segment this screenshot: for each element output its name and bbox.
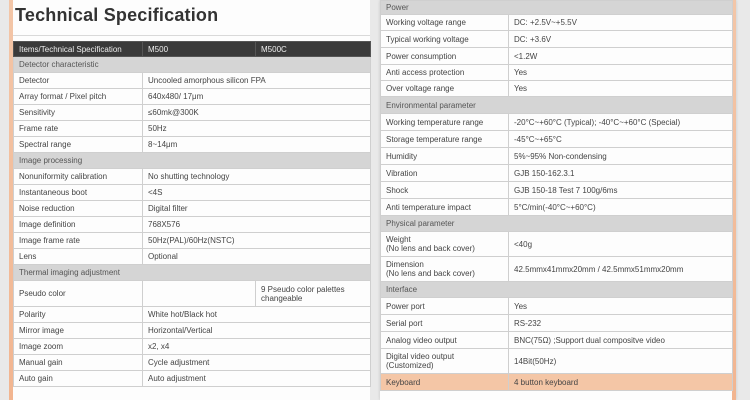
spec-value: BNC(75Ω) ;Support dual compositve video: [509, 332, 733, 349]
spec-value: x2, x4: [143, 339, 371, 355]
section-row: [14, 265, 371, 281]
table-row: [381, 182, 733, 199]
spec-label: Mirror image: [14, 323, 143, 339]
section-label: Thermal imaging adjustment: [14, 265, 371, 281]
spec-label: Instantaneous boot: [14, 185, 143, 201]
section-row: [381, 216, 733, 232]
section-label: Image processing: [14, 153, 371, 169]
spec-label: Shock: [381, 182, 509, 199]
spec-label: Frame rate: [14, 121, 143, 137]
spec-value: Auto adjustment: [143, 371, 371, 387]
section-label: Detector characteristic: [14, 57, 371, 73]
table-row: [381, 114, 733, 131]
table-row: [14, 249, 371, 265]
table-row: [14, 307, 371, 323]
spec-label: Working temperature range: [381, 114, 509, 131]
table-row: [381, 15, 733, 31]
table-row: [381, 349, 733, 374]
spec-value: Yes: [509, 65, 733, 81]
table-row: [14, 339, 371, 355]
spec-value: White hot/Black hot: [143, 307, 371, 323]
spec-value: Yes: [509, 81, 733, 97]
table-row: [14, 323, 371, 339]
table-row: [381, 81, 733, 97]
spec-value: Yes: [509, 298, 733, 315]
spec-label: Vibration: [381, 165, 509, 182]
spec-value: Cycle adjustment: [143, 355, 371, 371]
spec-label: Working voltage range: [381, 15, 509, 31]
section-row: [381, 282, 733, 298]
spec-value: <40g: [509, 232, 733, 257]
table-row: [381, 165, 733, 182]
table-row: [14, 217, 371, 233]
spec-label: Nonuniformity calibration: [14, 169, 143, 185]
table-row: [381, 332, 733, 349]
table-row: [381, 374, 733, 391]
spec-label: Storage temperature range: [381, 131, 509, 148]
right-spec-table: [380, 0, 733, 391]
table-row: [381, 315, 733, 332]
title-divider: [13, 35, 370, 36]
spec-label: Power port: [381, 298, 509, 315]
spec-label: Digital video output (Customized): [381, 349, 509, 374]
table-row: [14, 355, 371, 371]
spec-label: Power consumption: [381, 48, 509, 65]
spec-value: 4 button keyboard: [509, 374, 733, 391]
table-row: [381, 298, 733, 315]
spec-label: Image frame rate: [14, 233, 143, 249]
header-cell: Items/Technical Specification: [14, 42, 143, 57]
spec-label: Detector: [14, 73, 143, 89]
table-row: [14, 201, 371, 217]
table-row: [14, 233, 371, 249]
table-row: [381, 65, 733, 81]
table-row: [14, 371, 371, 387]
table-row: [14, 281, 371, 307]
table-row: [381, 48, 733, 65]
spec-value: DC: +3.6V: [509, 31, 733, 48]
spec-label: Image definition: [14, 217, 143, 233]
spec-value: DC: +2.5V~+5.5V: [509, 15, 733, 31]
spec-value: GJB 150-18 Test 7 100g/6ms: [509, 182, 733, 199]
spec-label: Humidity: [381, 148, 509, 165]
table-row: [14, 73, 371, 89]
spec-value-m500c: 9 Pseudo color palettes changeable: [256, 281, 371, 307]
section-row: [381, 97, 733, 114]
spec-value: Digital filter: [143, 201, 371, 217]
section-label: Environmental parameter: [381, 97, 733, 114]
spec-label: Typical working voltage: [381, 31, 509, 48]
spec-label: Analog video output: [381, 332, 509, 349]
spec-value: 5°C/min(-40°C~+60°C): [509, 199, 733, 216]
spec-label: Spectral range: [14, 137, 143, 153]
spec-label: Noise reduction: [14, 201, 143, 217]
table-row: [381, 257, 733, 282]
section-label: Physical parameter: [381, 216, 733, 232]
table-row: [14, 185, 371, 201]
table-row: [381, 232, 733, 257]
header-cell: M500C: [256, 42, 371, 57]
spec-value: Optional: [143, 249, 371, 265]
spec-label: Dimension (No lens and back cover): [381, 257, 509, 282]
table-row: [381, 31, 733, 48]
spec-value: RS-232: [509, 315, 733, 332]
spec-value: 50Hz(PAL)/60Hz(NSTC): [143, 233, 371, 249]
spec-value: ≤60mk@300K: [143, 105, 371, 121]
spec-value: 5%~95% Non-condensing: [509, 148, 733, 165]
spec-value: 50Hz: [143, 121, 371, 137]
section-label: Power: [381, 1, 733, 15]
spec-label: Array format / Pixel pitch: [14, 89, 143, 105]
table-row: [14, 89, 371, 105]
header-cell: M500: [143, 42, 256, 57]
left-spec-table: [13, 41, 371, 387]
spec-value: 640x480/ 17μm: [143, 89, 371, 105]
spec-label: Image zoom: [14, 339, 143, 355]
table-row: [14, 137, 371, 153]
spec-value: -45°C~+65°C: [509, 131, 733, 148]
right-spec-panel: [380, 0, 736, 400]
spec-value: Horizontal/Vertical: [143, 323, 371, 339]
table-row: [381, 148, 733, 165]
spec-label: Pseudo color: [14, 281, 143, 307]
spec-label: Over voltage range: [381, 81, 509, 97]
spec-value: 768X576: [143, 217, 371, 233]
spec-value: -20°C~+60°C (Typical); -40°C~+60°C (Special): [509, 114, 733, 131]
left-spec-panel: [9, 0, 370, 400]
section-row: [381, 1, 733, 15]
spec-value: GJB 150-162.3.1: [509, 165, 733, 182]
spec-label: Serial port: [381, 315, 509, 332]
spec-label: Lens: [14, 249, 143, 265]
spec-label: Sensitivity: [14, 105, 143, 121]
table-row: [14, 105, 371, 121]
section-row: [14, 153, 371, 169]
spec-value: 42.5mmx41mmx20mm / 42.5mmx51mmx20mm: [509, 257, 733, 282]
spec-value: 14Bit(50Hz): [509, 349, 733, 374]
spec-value: [143, 281, 256, 307]
table-row: [381, 131, 733, 148]
section-row: [14, 57, 371, 73]
spec-label: Anti access protection: [381, 65, 509, 81]
table-row: [14, 169, 371, 185]
spec-value: No shutting technology: [143, 169, 371, 185]
spec-label: Auto gain: [14, 371, 143, 387]
spec-label: Anti temperature impact: [381, 199, 509, 216]
spec-value: <1.2W: [509, 48, 733, 65]
spec-label: Manual gain: [14, 355, 143, 371]
spec-value: <4S: [143, 185, 371, 201]
spec-table-header: [14, 42, 371, 57]
table-row: [381, 199, 733, 216]
spec-label: Polarity: [14, 307, 143, 323]
section-label: Interface: [381, 282, 733, 298]
table-row: [14, 121, 371, 137]
spec-label: Weight (No lens and back cover): [381, 232, 509, 257]
page-title: Technical Specification: [15, 5, 219, 25]
spec-value: 8~14μm: [143, 137, 371, 153]
spec-value: Uncooled amorphous silicon FPA: [143, 73, 371, 89]
spec-label: Keyboard: [381, 374, 509, 391]
